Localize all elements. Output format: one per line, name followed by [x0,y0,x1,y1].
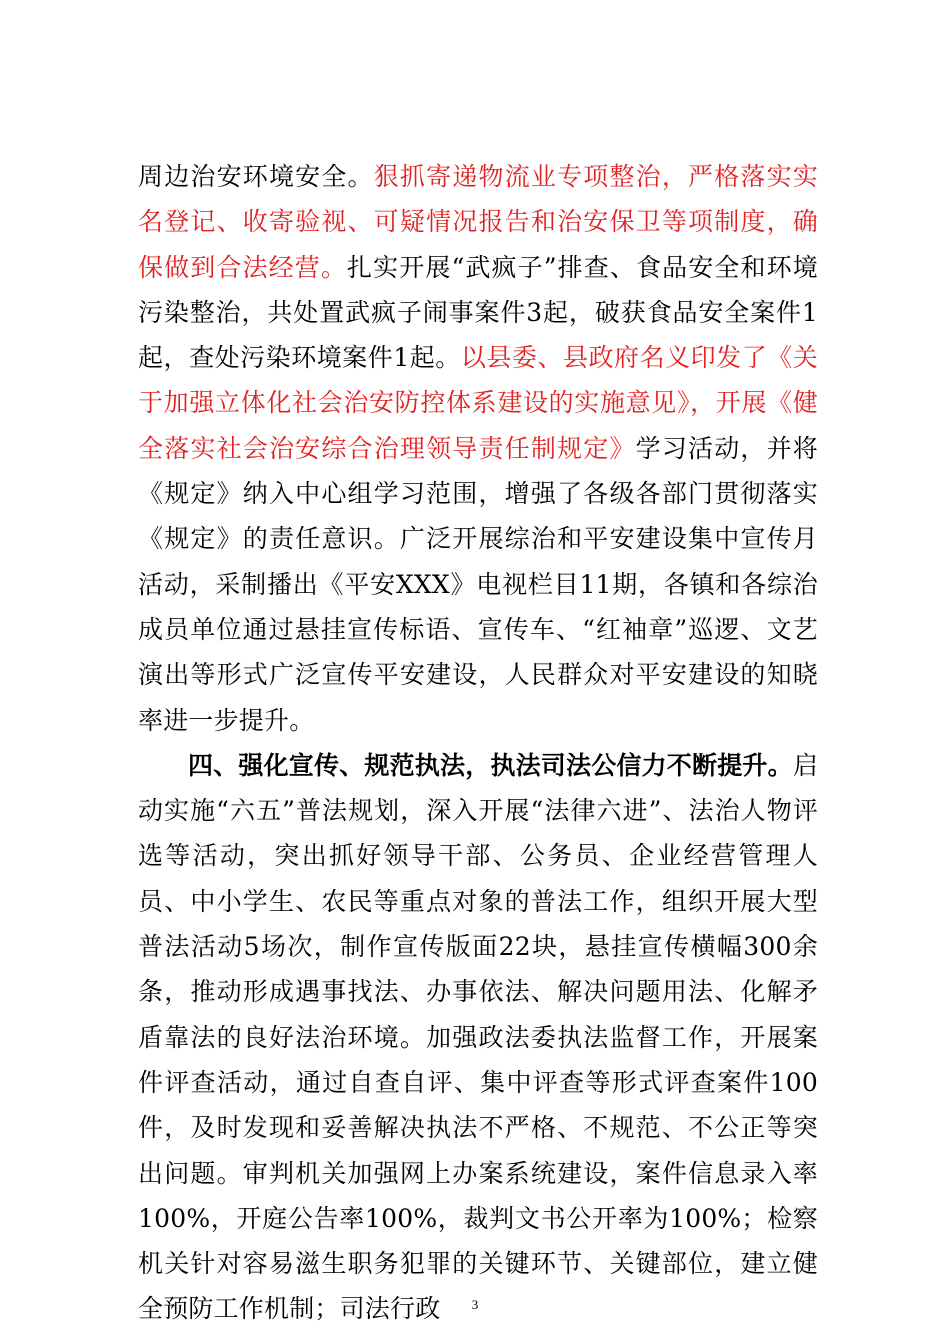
page-number: 3 [471,1297,479,1312]
paragraph-law-enforcement [138,743,818,1332]
section-heading: 四、强化宣传、规范执法，执法司法公信力不断提升。 [188,750,793,780]
highlighted-text-logistics: 狠抓寄递物流业专项整治，严格落实实名登记、收寄验视、可疑情况报告和治安保卫等项制度，确保做到合法经营。 [138,162,818,282]
paragraph-security [138,154,818,743]
text-segment: 启动实施“六五”普法规划，深入开展“法律六进”、法治人物评选等活动，突出抓好领导干部、公务员、企业经营管理人员、中小学生、农民等重点对象的普法工作，组织开展大型普法活动5场次，制作宣传版面22块，悬挂宣传横幅300余条，推动形成遇事找法、办事依法、解决问题用法、化解矛盾靠法的良好法治环境。加强政法委执法监督工作，开展案件评查活动，通过自查自评、集中评查等形式评查案件100件，及时发现和妥善解决执法不严格、不规范、不公正等突出问题。审判机关加强网上办案系统建设，案件信息录入率100%，开庭公告率100%，裁判文书公开率为100%；检察机关针对容易滋生职务犯罪的关键环节、关键部位，建立健全预防工作机制；司法行政 [138,750,819,1324]
document-body [138,154,818,1332]
text-segment: 扎实开展“武疯子”排查、食品安全和环境污染整治，共处置武疯子闹事案件3起，破获食品安全案件1起，查处污染环境案件1起。 [138,252,818,373]
text-segment: 学习活动，并将《规定》纳入中心组学习范围，增强了各级各部门贯彻落实《规定》的责任意识。广泛开展综治和平安建设集中宣传月活动，采制播出《平安XXX》电视栏目11期，各镇和各综治成员单位通过悬挂宣传标语、宣传车、“红袖章”巡逻、文艺演出等形式广泛宣传平安建设，人民群众对平安建设的知晓率进一步提升。 [138,433,818,735]
text-segment: 周边治安环境安全。 [138,162,374,191]
highlighted-text-policy: 以县委、县政府名义印发了《关于加强立体化社会治安防控体系建设的实施意见》，开展《健全落实社会治安综合治理领导责任制规定》 [138,343,818,463]
